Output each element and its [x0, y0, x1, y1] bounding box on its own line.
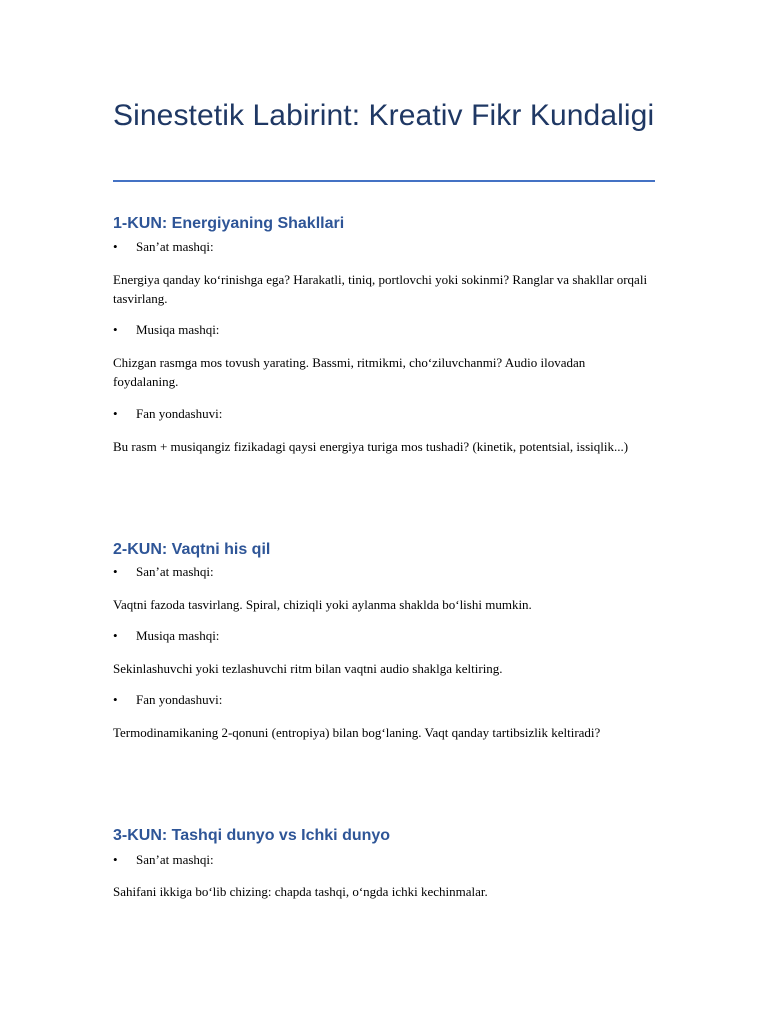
day-1-music-text: Chizgan rasmga mos tovush yarating. Bassmi, ritmikmi, cho‘ziluvchanmi? Audio ilovadan foydalaning. — [113, 355, 586, 389]
day-2-heading: 2-KUN: Vaqtni his qil — [113, 541, 271, 558]
bullet-label: Musiqa mashqi: — [136, 628, 220, 643]
bullet-glyph: • — [113, 564, 118, 579]
bullet-label: San’at mashqi: — [136, 852, 214, 867]
bullet-label: Fan yondashuvi: — [136, 692, 223, 707]
bullet-glyph: • — [113, 692, 118, 707]
bullet-label: San’at mashqi: — [136, 564, 214, 579]
day-2-art-text: Vaqtni fazoda tasvirlang. Spiral, chiziqli yoki aylanma shaklda bo‘lishi mumkin. — [113, 597, 532, 612]
bullet-glyph: • — [113, 852, 118, 867]
bullet-label: Fan yondashuvi: — [136, 406, 223, 421]
day-2-science-text: Termodinamikaning 2-qonuni (entropiya) bilan bog‘laning. Vaqt qanday tartibsizlik keltiradi? — [113, 725, 601, 740]
document-title: Sinestetik Labirint: Kreativ Fikr Kundaligi — [113, 99, 655, 132]
day-1-heading: 1-KUN: Energiyaning Shakllari — [113, 215, 345, 232]
bullet-label: San’at mashqi: — [136, 239, 214, 254]
bullet-glyph: • — [113, 322, 118, 337]
bullet-glyph: • — [113, 628, 118, 643]
title-underline — [113, 180, 655, 182]
bullet-label: Musiqa mashqi: — [136, 322, 220, 337]
day-2-music-text: Sekinlashuvchi yoki tezlashuvchi ritm bilan vaqtni audio shaklga keltiring. — [113, 661, 503, 676]
bullet-glyph: • — [113, 406, 118, 421]
day-1-science-text: Bu rasm + musiqangiz fizikadagi qaysi energiya turiga mos tushadi? (kinetik, potentsial, issiqlik...) — [113, 439, 629, 454]
bullet-glyph: • — [113, 239, 118, 254]
day-3-heading: 3-KUN: Tashqi dunyo vs Ichki dunyo — [113, 827, 391, 844]
day-1-art-text: Energiya qanday ko‘rinishga ega? Harakatli, tiniq, portlovchi yoki sokinmi? Ranglar va shakllar orqali tasvirlang. — [113, 272, 648, 306]
day-3-art-text: Sahifani ikkiga bo‘lib chizing: chapda tashqi, o‘ngda ichki kechinmalar. — [113, 884, 488, 899]
